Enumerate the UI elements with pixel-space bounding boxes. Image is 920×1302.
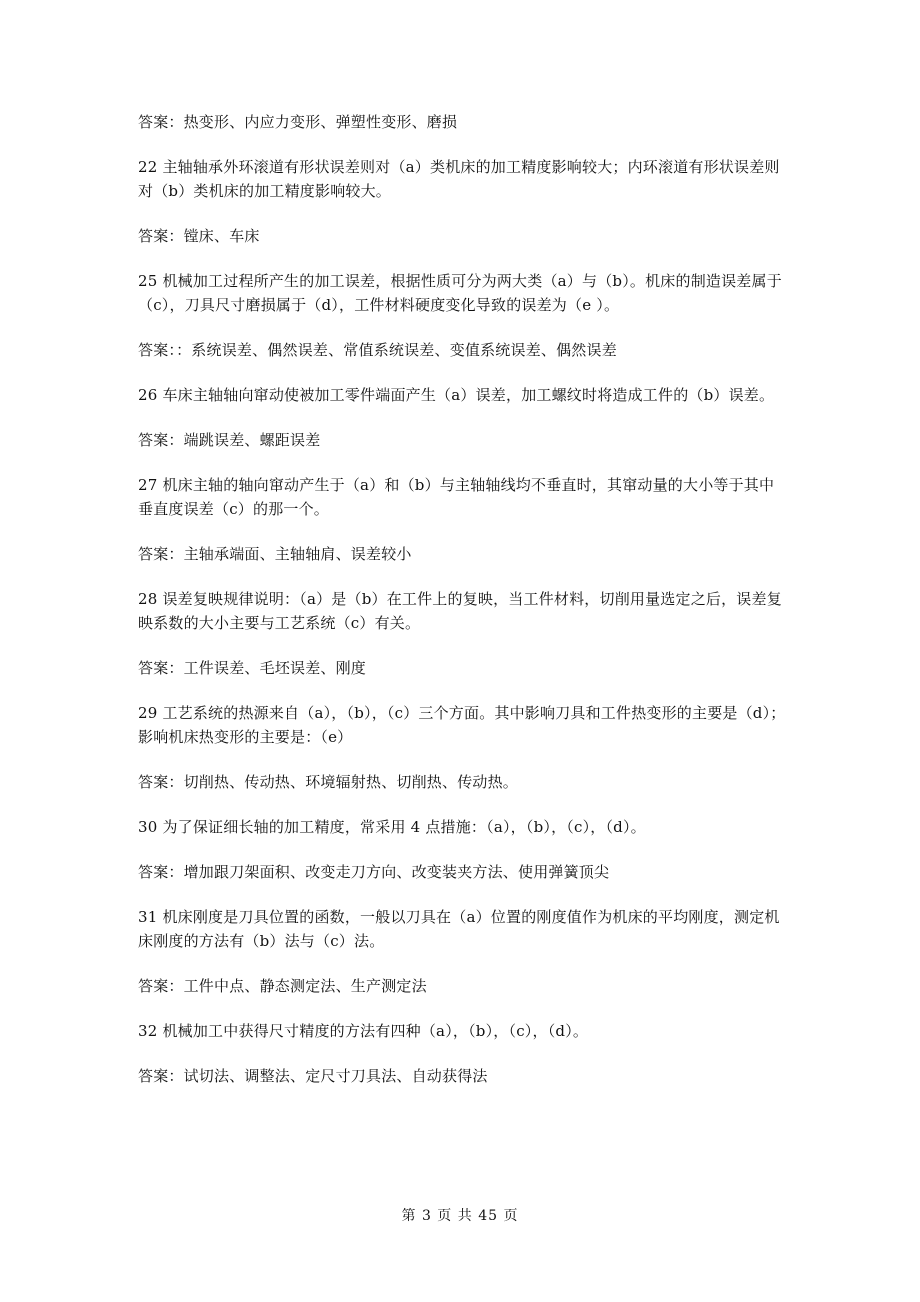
question-paragraph: 22 主轴轴承外环滚道有形状误差则对（a）类机床的加工精度影响较大；内环滚道有形状误差则对（b）类机床的加工精度影响较大。 — [138, 158, 780, 200]
page-number-label: 第 3 页 共 45 页 — [401, 1208, 519, 1224]
answer-paragraph: 答案：试切法、调整法、定尺寸刀具法、自动获得法 — [138, 1067, 488, 1085]
question-paragraph: 32 机械加工中获得尺寸精度的方法有四种（a），（b），（c），（d）。 — [138, 1022, 589, 1040]
question-paragraph: 30 为了保证细长轴的加工精度，常采用 4 点措施：（a），（b），（c），（d）。 — [138, 818, 646, 836]
answer-paragraph: 答案：端跳误差、螺距误差 — [138, 431, 321, 449]
question-paragraph: 25 机械加工过程所产生的加工误差，根据性质可分为两大类（a）与（b）。机床的制造误差属于（c），刀具尺寸磨损属于（d），工件材料硬度变化导致的误差为（e ）。 — [138, 272, 782, 314]
question-paragraph: 29 工艺系统的热源来自（a），（b），（c）三个方面。其中影响刀具和工件热变形的主要是（d）；影响机床热变形的主要是：（e） — [138, 704, 786, 746]
answer-paragraph: 答案：：系统误差、偶然误差、常值系统误差、变值系统误差、偶然误差 — [138, 341, 617, 359]
question-paragraph: 27 机床主轴的轴向窜动产生于（a）和（b）与主轴轴线均不垂直时，其窜动量的大小等于其中垂直度误差（c）的那一个。 — [138, 476, 775, 518]
answer-paragraph: 答案：工件中点、静态测定法、生产测定法 — [138, 977, 427, 995]
document-body — [138, 110, 788, 1109]
answer-paragraph: 答案：热变形、内应力变形、弹塑性变形、磨损 — [138, 113, 458, 131]
question-paragraph: 31 机床刚度是刀具位置的函数，一般以刀具在（a）位置的刚度值作为机床的平均刚度，测定机床刚度的方法有（b）法与（c）法。 — [138, 908, 780, 950]
answer-paragraph: 答案：主轴承端面、主轴轴肩、误差较小 — [138, 545, 412, 563]
answer-paragraph: 答案：切削热、传动热、环境辐射热、切削热、传动热。 — [138, 773, 519, 791]
answer-paragraph: 答案：工件误差、毛坯误差、刚度 — [138, 659, 367, 677]
question-paragraph: 28 误差复映规律说明：（a）是（b）在工件上的复映，当工件材料，切削用量选定之后，误差复映系数的大小主要与工艺系统（c）有关。 — [138, 590, 782, 632]
answer-paragraph: 答案：镗床、车床 — [138, 227, 260, 245]
question-paragraph: 26 车床主轴轴向窜动使被加工零件端面产生（a）误差，加工螺纹时将造成工件的（b）误差。 — [138, 386, 775, 404]
answer-paragraph: 答案：增加跟刀架面积、改变走刀方向、改变装夹方法、使用弹簧顶尖 — [138, 863, 610, 881]
page-footer — [0, 1206, 920, 1226]
